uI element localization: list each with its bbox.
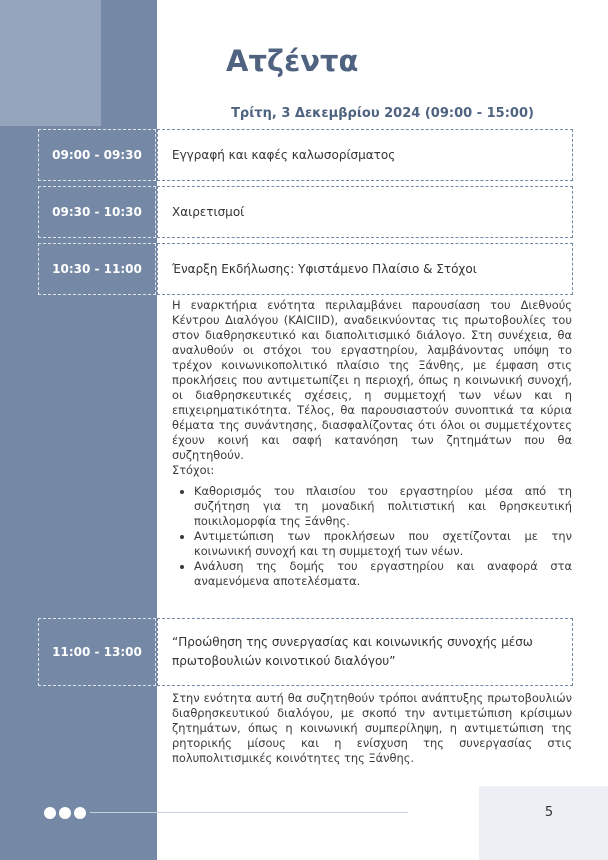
footer-divider <box>90 812 408 813</box>
schedule-time: 09:30 - 10:30 <box>38 186 156 238</box>
schedule-time: 10:30 - 11:00 <box>38 243 156 295</box>
dot-icon <box>59 807 71 819</box>
schedule-row <box>38 618 573 686</box>
schedule-time: 11:00 - 13:00 <box>38 618 156 686</box>
schedule-description: Χαιρετισμοί <box>157 186 573 238</box>
event-date: Τρίτη, 3 Δεκεμβρίου 2024 (09:00 - 15:00) <box>231 106 534 121</box>
schedule-description: “Προώθηση της συνεργασίας και κοινωνικής συνοχής μέσω πρωτοβουλιών κοινοτικού διαλόγου” <box>157 618 573 686</box>
dot-icon <box>74 807 86 819</box>
session1-intro: Η εναρκτήρια ενότητα περιλαμβάνει παρουσίαση του Διεθνούς Κέντρου Διαλόγου (KAICIID), αναδεικνύοντας τις πρωτοβουλίες του στον διαθρησκευτικό και διαπολιτισμικό διάλογο. Στη συνέχεια, θα αναλυθούν οι στόχοι του εργαστηρίου, λαμβάνοντας υπόψη το τρέχον κοινωνικοπολιτικό πλαίσιο της Ξάνθης, με έμφαση στις προκλήσεις που αντιμετωπίζει η περιοχή, όπως η κοινωνική συνοχή, οι διαθρησκευτικές σχέσεις, η συμμετοχή των νέων και η επιχειρηματικότητα. Τέλος, θα παρουσιαστούν συνοπτικά τα κύρια θέματα της συνάντησης, διασφαλίζοντας ότι όλοι οι συμμετέχοντες έχουν κοινή και σαφή κατανόηση των ζητημάτων που θα συζητηθούν. <box>172 298 572 462</box>
goal-item: • Καθορισμός του πλαισίου του εργαστηρίου μέσα από τη συζήτηση για τη μοναδική πολιτιστική και θρησκευτική ποικιλομορφία της Ξάνθης. <box>194 484 572 529</box>
page-number-box <box>479 786 608 860</box>
schedule-description: Έναρξη Εκδήλωσης: Υφιστάμενο Πλαίσιο & Στόχοι <box>157 243 573 295</box>
schedule-description: Εγγραφή και καφές καλωσορίσματος <box>157 129 573 181</box>
page-number: 5 <box>544 805 554 820</box>
session2-intro: Στην ενότητα αυτή θα συζητηθούν τρόποι ανάπτυξης πρωτοβουλιών διαθρησκευτικού διαλόγου, με σκοπό την αντιμετώπιση κρίσιμων ζητημάτων, όπως η κοινωνική συμπερίληψη, η αντιμετώπιση της ρητορικής μίσους και η ενίσχυση της συνεργασίας στις πολυπολιτισμικές κοινότητες της Ξάνθης. <box>172 691 572 765</box>
decorative-dots <box>44 807 86 819</box>
schedule-row <box>38 243 573 295</box>
schedule-row <box>38 129 573 181</box>
goals-label: Στόχοι: <box>172 463 215 477</box>
schedule-time: 09:00 - 09:30 <box>38 129 156 181</box>
page-title: Ατζέντα <box>226 44 359 78</box>
session2-details <box>172 691 572 766</box>
schedule-row <box>38 186 573 238</box>
side-accent-block <box>0 0 101 126</box>
session1-details <box>172 298 572 589</box>
dot-icon <box>44 807 56 819</box>
goal-item: • Αντιμετώπιση των προκλήσεων που σχετίζονται με την κοινωνική συνοχή και τη συμμετοχή των νέων. <box>194 529 572 559</box>
goal-item: • Ανάλυση της δομής του εργαστηρίου και αναφορά στα αναμενόμενα αποτελέσματα. <box>194 559 572 589</box>
goals-list <box>172 484 572 589</box>
